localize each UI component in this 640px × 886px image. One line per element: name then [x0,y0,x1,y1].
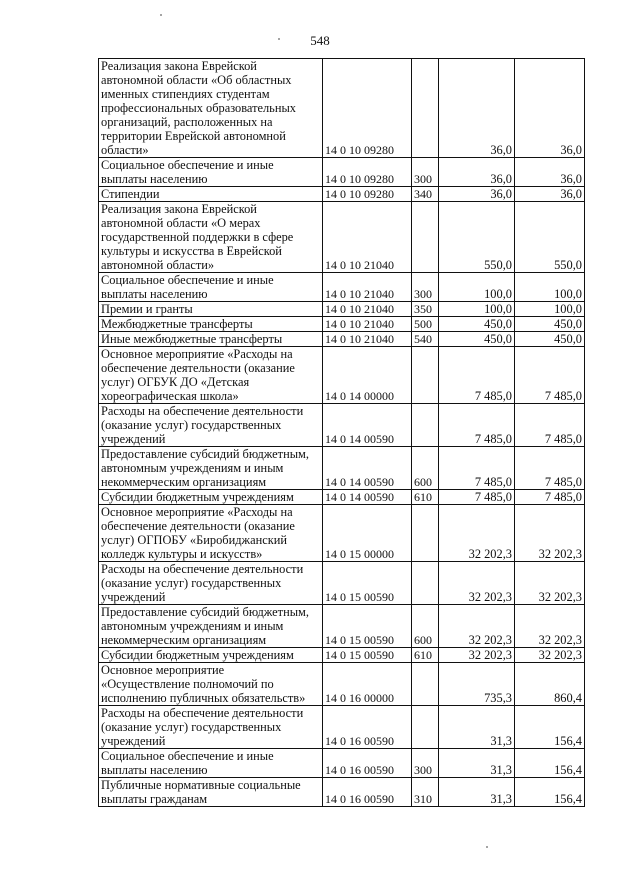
page-number: 548 [310,33,330,48]
row-code: 14 0 16 00590 [323,749,412,778]
table-row [99,749,585,778]
row-expense-type: 300 [412,273,439,302]
row-amount-2: 7 485,0 [515,404,585,447]
table-row [99,447,585,490]
row-amount-1: 7 485,0 [439,404,515,447]
table-row [99,302,585,317]
table-row [99,158,585,187]
row-code: 14 0 10 21040 [323,273,412,302]
row-amount-1: 100,0 [439,273,515,302]
budget-table [98,58,585,807]
row-amount-1: 32 202,3 [439,648,515,663]
row-amount-2: 36,0 [515,59,585,158]
row-name: Расходы на обеспечение деятельности (оказание услуг) государственных учреждений [99,562,323,605]
row-code: 14 0 15 00000 [323,505,412,562]
table-row [99,505,585,562]
row-amount-2: 100,0 [515,273,585,302]
row-expense-type: 340 [412,187,439,202]
row-name: Субсидии бюджетным учреждениям [99,648,323,663]
row-amount-1: 735,3 [439,663,515,706]
row-name: Основное мероприятие «Расходы на обеспечение деятельности (оказание услуг) ОГПОБУ «Биробиджанский колледж культуры и искусств» [99,505,323,562]
row-amount-1: 550,0 [439,202,515,273]
table-row [99,562,585,605]
row-amount-1: 36,0 [439,158,515,187]
table-row [99,273,585,302]
row-expense-type [412,562,439,605]
row-code: 14 0 14 00590 [323,404,412,447]
row-expense-type: 610 [412,648,439,663]
table-row [99,404,585,447]
row-amount-1: 32 202,3 [439,605,515,648]
row-amount-1: 7 485,0 [439,347,515,404]
row-expense-type: 300 [412,749,439,778]
row-amount-1: 31,3 [439,749,515,778]
table-row [99,347,585,404]
table-row [99,317,585,332]
scan-speck [486,846,488,848]
row-name: Расходы на обеспечение деятельности (оказание услуг) государственных учреждений [99,706,323,749]
row-code: 14 0 10 21040 [323,317,412,332]
table-row [99,706,585,749]
row-amount-1: 450,0 [439,317,515,332]
row-amount-2: 450,0 [515,332,585,347]
row-name: Основное мероприятие «Осуществление полномочий по исполнению публичных обязательств» [99,663,323,706]
row-expense-type: 300 [412,158,439,187]
row-amount-2: 550,0 [515,202,585,273]
row-name: Социальное обеспечение и иные выплаты населению [99,273,323,302]
table-row [99,59,585,158]
row-name: Публичные нормативные социальные выплаты гражданам [99,778,323,807]
row-amount-1: 32 202,3 [439,505,515,562]
row-name: Предоставление субсидий бюджетным, автономным учреждениям и иным некоммерческим организациям [99,605,323,648]
row-expense-type [412,404,439,447]
row-amount-2: 32 202,3 [515,562,585,605]
table-row [99,202,585,273]
table-row [99,490,585,505]
row-code: 14 0 10 09280 [323,158,412,187]
row-expense-type: 600 [412,605,439,648]
row-expense-type [412,202,439,273]
row-name: Стипендии [99,187,323,202]
row-amount-1: 36,0 [439,59,515,158]
row-amount-2: 32 202,3 [515,605,585,648]
row-name: Социальное обеспечение и иные выплаты населению [99,158,323,187]
row-amount-2: 7 485,0 [515,490,585,505]
row-expense-type [412,663,439,706]
row-amount-2: 7 485,0 [515,447,585,490]
row-expense-type: 500 [412,317,439,332]
row-amount-1: 100,0 [439,302,515,317]
table-row [99,187,585,202]
row-name: Расходы на обеспечение деятельности (оказание услуг) государственных учреждений [99,404,323,447]
row-amount-1: 32 202,3 [439,562,515,605]
row-name: Субсидии бюджетным учреждениям [99,490,323,505]
table-row [99,778,585,807]
row-amount-2: 450,0 [515,317,585,332]
row-code: 14 0 10 09280 [323,59,412,158]
row-amount-1: 31,3 [439,706,515,749]
row-expense-type [412,347,439,404]
row-code: 14 0 15 00590 [323,562,412,605]
row-amount-1: 36,0 [439,187,515,202]
row-code: 14 0 16 00590 [323,778,412,807]
table-row [99,663,585,706]
row-amount-1: 7 485,0 [439,447,515,490]
row-amount-2: 156,4 [515,749,585,778]
row-name: Межбюджетные трансферты [99,317,323,332]
row-name: Премии и гранты [99,302,323,317]
scan-speck [160,14,162,16]
row-amount-1: 31,3 [439,778,515,807]
row-name: Предоставление субсидий бюджетным, автономным учреждениям и иным некоммерческим организациям [99,447,323,490]
row-code: 14 0 10 21040 [323,332,412,347]
row-amount-2: 7 485,0 [515,347,585,404]
row-expense-type: 310 [412,778,439,807]
table-row [99,648,585,663]
row-name: Основное мероприятие «Расходы на обеспечение деятельности (оказание услуг) ОГБУК ДО «Детская хореографическая школа» [99,347,323,404]
row-expense-type [412,505,439,562]
row-code: 14 0 16 00590 [323,706,412,749]
row-name: Социальное обеспечение и иные выплаты населению [99,749,323,778]
row-expense-type [412,59,439,158]
table-row [99,332,585,347]
row-expense-type [412,706,439,749]
row-amount-2: 36,0 [515,158,585,187]
budget-table-body [99,59,585,807]
row-code: 14 0 10 09280 [323,187,412,202]
row-name: Иные межбюджетные трансферты [99,332,323,347]
row-expense-type: 610 [412,490,439,505]
row-amount-2: 32 202,3 [515,505,585,562]
table-row [99,605,585,648]
row-expense-type: 540 [412,332,439,347]
row-code: 14 0 10 21040 [323,302,412,317]
row-amount-2: 100,0 [515,302,585,317]
row-code: 14 0 14 00590 [323,490,412,505]
row-code: 14 0 10 21040 [323,202,412,273]
row-code: 14 0 15 00590 [323,605,412,648]
row-code: 14 0 15 00590 [323,648,412,663]
row-amount-2: 36,0 [515,187,585,202]
row-name: Реализация закона Еврейской автономной области «Об областных именных стипендиях студентам профессиональных образовательных организаций, расположенных на территории Еврейской автономной области» [99,59,323,158]
row-amount-1: 450,0 [439,332,515,347]
row-amount-2: 156,4 [515,778,585,807]
row-amount-2: 156,4 [515,706,585,749]
row-amount-1: 7 485,0 [439,490,515,505]
scan-speck [278,38,280,40]
row-expense-type: 600 [412,447,439,490]
row-amount-2: 32 202,3 [515,648,585,663]
row-amount-2: 860,4 [515,663,585,706]
row-code: 14 0 16 00000 [323,663,412,706]
row-code: 14 0 14 00000 [323,347,412,404]
row-code: 14 0 14 00590 [323,447,412,490]
row-expense-type: 350 [412,302,439,317]
row-name: Реализация закона Еврейской автономной области «О мерах государственной поддержки в сфере культуры и искусства в Еврейской автономной области» [99,202,323,273]
